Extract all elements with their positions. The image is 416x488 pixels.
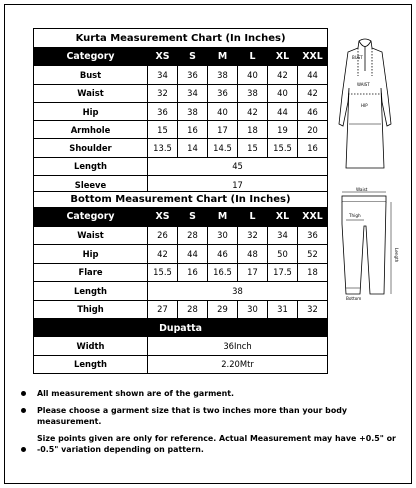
table-cell: 44 [298,66,328,84]
table-cell: 20 [298,121,328,139]
dupatta-measurement-table [33,319,328,374]
table-row [34,102,328,120]
bottom-illustration [334,186,399,302]
table-row [34,84,328,102]
table-cell: 40 [238,66,268,84]
table-cell: 48 [238,245,268,264]
bust-label: BUST [352,55,363,60]
table-row [34,245,328,264]
bottom-measurement-table [33,191,328,319]
table-row [34,300,328,319]
table-cell: 30 [238,300,268,319]
bottom-length-label: Length [394,248,399,263]
table-cell: 17 [238,263,268,282]
table-cell: 40 [208,102,238,120]
table-cell: 16.5 [208,263,238,282]
table-cell: 18 [298,263,328,282]
header-cell: M [208,208,238,227]
bottom-hem-label: Bottom [346,296,362,301]
table-row [34,263,328,282]
row-label: Hip [34,102,148,120]
dupatta-table-title: Dupatta [34,320,328,337]
table-cell: 16 [178,263,208,282]
table-cell: 42 [268,66,298,84]
table-cell: 27 [148,300,178,319]
row-label: Flare [34,263,148,282]
table-cell: 38 [178,102,208,120]
bullet-icon [21,391,26,396]
note-text: All measurement shown are of the garment. [37,389,235,398]
header-cell: L [238,48,268,66]
table-cell: 15.5 [268,139,298,157]
table-cell: 44 [178,245,208,264]
table-cell: 18 [238,121,268,139]
table-cell: 15.5 [148,263,178,282]
note-text: Size points given are only for reference. Actual Measurement may have +0.5" or -0.5" variation depending on pattern. [37,434,396,454]
table-cell: 42 [298,84,328,102]
bullet-icon [21,408,26,413]
table-cell: 29 [208,300,238,319]
table-cell: 36 [148,102,178,120]
row-label: Width [34,337,148,356]
header-cell: M [208,48,238,66]
table-cell: 17 [148,176,328,194]
table-cell: 28 [178,300,208,319]
table-row [34,355,328,374]
table-cell: 45 [148,157,328,175]
table-cell: 36 [298,226,328,245]
row-label: Waist [34,84,148,102]
bottom-waist-label: Waist [356,187,368,192]
table-cell: 13.5 [148,139,178,157]
row-label: Bust [34,66,148,84]
table-cell: 36 [178,66,208,84]
table-row [34,337,328,356]
table-cell: 50 [268,245,298,264]
row-label: Length [34,157,148,175]
note-item [21,388,401,399]
header-cell: XL [268,208,298,227]
table-row [34,226,328,245]
table-cell: 36 [208,84,238,102]
table-cell: 38 [208,66,238,84]
note-item [21,405,401,427]
table-cell: 42 [238,102,268,120]
table-cell: 52 [298,245,328,264]
table-cell: 36Inch [148,337,328,356]
bullet-icon [21,447,26,452]
table-cell: 32 [238,226,268,245]
table-row [34,282,328,301]
kurta-measurement-table [33,28,328,194]
table-cell: 32 [298,300,328,319]
table-cell: 16 [298,139,328,157]
header-cell: XL [268,48,298,66]
row-label: Waist [34,226,148,245]
note-text: Please choose a garment size that is two inches more than your body measurement. [37,406,348,426]
table-cell: 17 [208,121,238,139]
bottom-thigh-label: Thigh [349,213,361,218]
table-cell: 26 [148,226,178,245]
hip-label: HIP [361,103,368,108]
row-label: Shoulder [34,139,148,157]
row-label: Sleeve [34,176,148,194]
table-cell: 32 [148,84,178,102]
header-cell: Category [34,208,148,227]
table-cell: 34 [148,66,178,84]
table-cell: 15 [148,121,178,139]
header-cell: XS [148,208,178,227]
table-cell: 44 [268,102,298,120]
table-cell: 34 [178,84,208,102]
header-cell: S [178,48,208,66]
table-row [34,66,328,84]
bottom-table-title: Bottom Measurement Chart (In Inches) [34,192,328,208]
table-row [34,157,328,175]
table-cell: 2.20Mtr [148,355,328,374]
header-cell: L [238,208,268,227]
header-cell: XXL [298,208,328,227]
kurta-illustration [334,36,396,176]
table-cell: 15 [238,139,268,157]
notes-list [21,388,401,461]
table-cell: 31 [268,300,298,319]
row-label: Length [34,282,148,301]
header-cell: Category [34,48,148,66]
row-label: Hip [34,245,148,264]
note-item [21,433,401,455]
table-cell: 42 [148,245,178,264]
waist-label: WAIST [357,82,370,87]
table-cell: 14 [178,139,208,157]
kurta-table-title: Kurta Measurement Chart (In Inches) [34,29,328,48]
table-cell: 34 [268,226,298,245]
table-cell: 19 [268,121,298,139]
row-label: Armhole [34,121,148,139]
table-row [34,121,328,139]
row-label: Thigh [34,300,148,319]
table-cell: 30 [208,226,238,245]
table-cell: 14.5 [208,139,238,157]
table-cell: 28 [178,226,208,245]
table-cell: 46 [208,245,238,264]
table-cell: 16 [178,121,208,139]
table-cell: 46 [298,102,328,120]
table-cell: 40 [268,84,298,102]
table-cell: 38 [238,84,268,102]
table-row [34,139,328,157]
header-cell: XXL [298,48,328,66]
row-label: Length [34,355,148,374]
table-cell: 17.5 [268,263,298,282]
header-cell: XS [148,48,178,66]
table-cell: 38 [148,282,328,301]
header-cell: S [178,208,208,227]
